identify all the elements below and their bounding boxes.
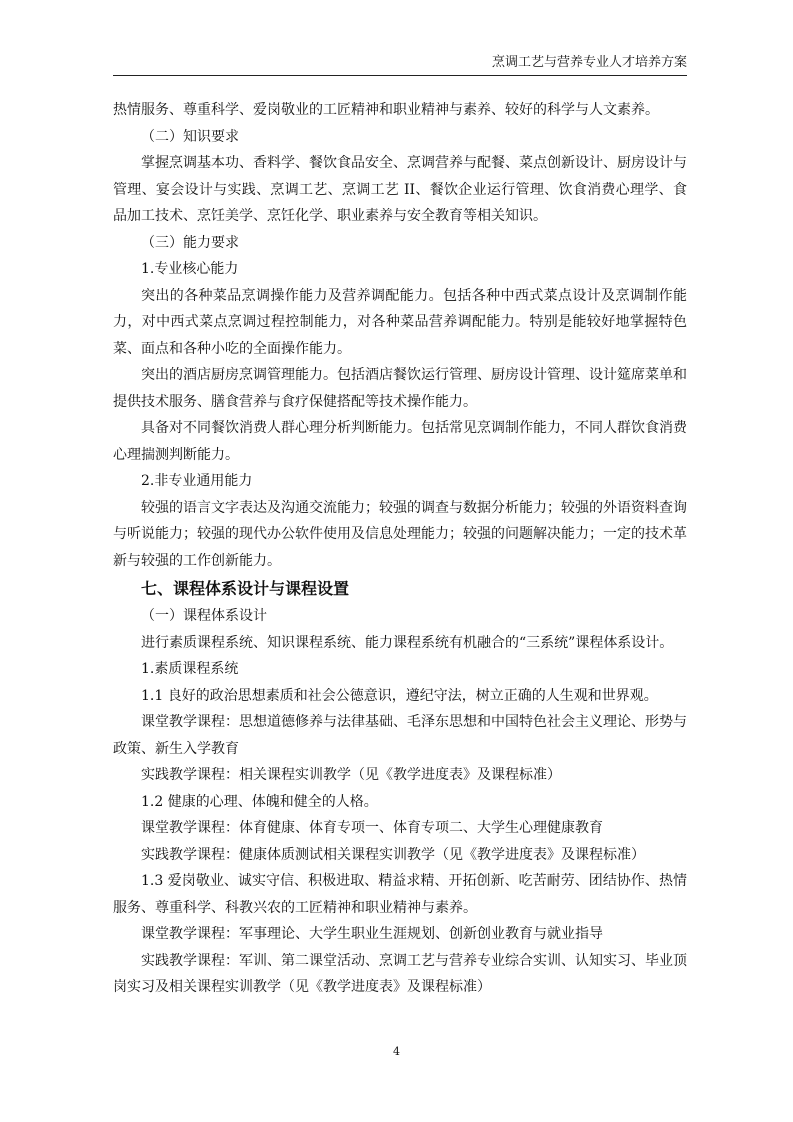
section-subheading-ability: （三）能力要求 bbox=[141, 234, 239, 251]
paragraph: 较强的语言文字表达及沟通交流能力；较强的调查与数据分析能力；较强的外语资料查询与听说能力；较强的现代办公软件使用及信息处理能力；较强的问题解决能力；一定的技术革新与较强的工作创新能力。 bbox=[113, 499, 687, 569]
paragraph: 突出的各种菜品烹调操作能力及营养调配能力。包括各种中西式菜点设计及烹调制作能力，对中西式菜点烹调过程控制能力，对各种菜品营养调配能力。特别是能较好地掌握特色菜、面点和各种小吃的全面操作能力。 bbox=[113, 287, 687, 357]
page-number: 4 bbox=[393, 1045, 400, 1058]
paragraph: 1.3 爱岗敬业、诚实守信、积极进取、精益求精、开拓创新、吃苦耐劳、团结协作、热情服务、尊重科学、科教兴农的工匠精神和职业精神与素养。 bbox=[113, 873, 687, 916]
section-subheading-knowledge: （二）知识要求 bbox=[141, 128, 239, 145]
item-heading: 1.专业核心能力 bbox=[141, 261, 239, 277]
paragraph: 课堂教学课程：军事理论、大学生职业生涯规划、创新创业教育与就业指导 bbox=[141, 926, 603, 942]
paragraph: 1.1 良好的政治思想素质和社会公德意识，遵纪守法，树立正确的人生观和世界观。 bbox=[141, 687, 658, 704]
paragraph: 具备对不同餐饮消费人群心理分析判断能力。包括常见烹调制作能力，不同人群饮食消费心理揣测判断能力。 bbox=[113, 420, 687, 463]
paragraph: 实践教学课程：军训、第二课堂活动、烹调工艺与营养专业综合实训、认知实习、毕业顶岗实习及相关课程实训教学（见《教学进度表》及课程标准） bbox=[113, 952, 687, 995]
paragraph: 1.2 健康的心理、体魄和健全的人格。 bbox=[141, 793, 378, 810]
page-header bbox=[113, 49, 687, 76]
section-subheading-course-system: （一）课程体系设计 bbox=[141, 608, 267, 624]
section-heading: 七、课程体系设计与课程设置 bbox=[141, 579, 350, 598]
paragraph: 课堂教学课程：思想道德修养与法律基础、毛泽东思想和中国特色社会主义理论、形势与政策、新生入学教育 bbox=[113, 714, 687, 757]
paragraph: 热情服务、尊重科学、爱岗敬业的工匠精神和职业精神与素养、较好的科学与人文素养。 bbox=[113, 102, 659, 118]
paragraph: 突出的酒店厨房烹调管理能力。包括酒店餐饮运行管理、厨房设计管理、设计筵席菜单和提供技术服务、膳食营养与食疗保健搭配等技术操作能力。 bbox=[113, 367, 687, 410]
paragraph: 实践教学课程：健康体质测试相关课程实训教学（见《教学进度表》及课程标准） bbox=[141, 846, 645, 863]
header-title: 烹调工艺与营养专业人才培养方案 bbox=[491, 55, 687, 70]
document-body bbox=[113, 97, 687, 1001]
paragraph: 课堂教学课程：体育健康、体育专项一、体育专项二、大学生心理健康教育 bbox=[141, 820, 603, 836]
paragraph: 实践教学课程：相关课程实训教学（见《教学进度表》及课程标准） bbox=[141, 767, 561, 783]
item-heading: 1.素质课程系统 bbox=[141, 661, 239, 677]
item-heading: 2.非专业通用能力 bbox=[141, 473, 253, 489]
paragraph: 进行素质课程系统、知识课程系统、能力课程系统有机融合的“三系统”课程体系设计。 bbox=[141, 634, 674, 651]
paragraph: 掌握烹调基本功、香料学、餐饮食品安全、烹调营养与配餐、菜点创新设计、厨房设计与管理、宴会设计与实践、烹调工艺、烹调工艺 II、餐饮企业运行管理、饮食消费心理学、食品加工技术、烹饪美学、烹饪化学、职业素养与安全教育等相关知识。 bbox=[113, 155, 687, 224]
